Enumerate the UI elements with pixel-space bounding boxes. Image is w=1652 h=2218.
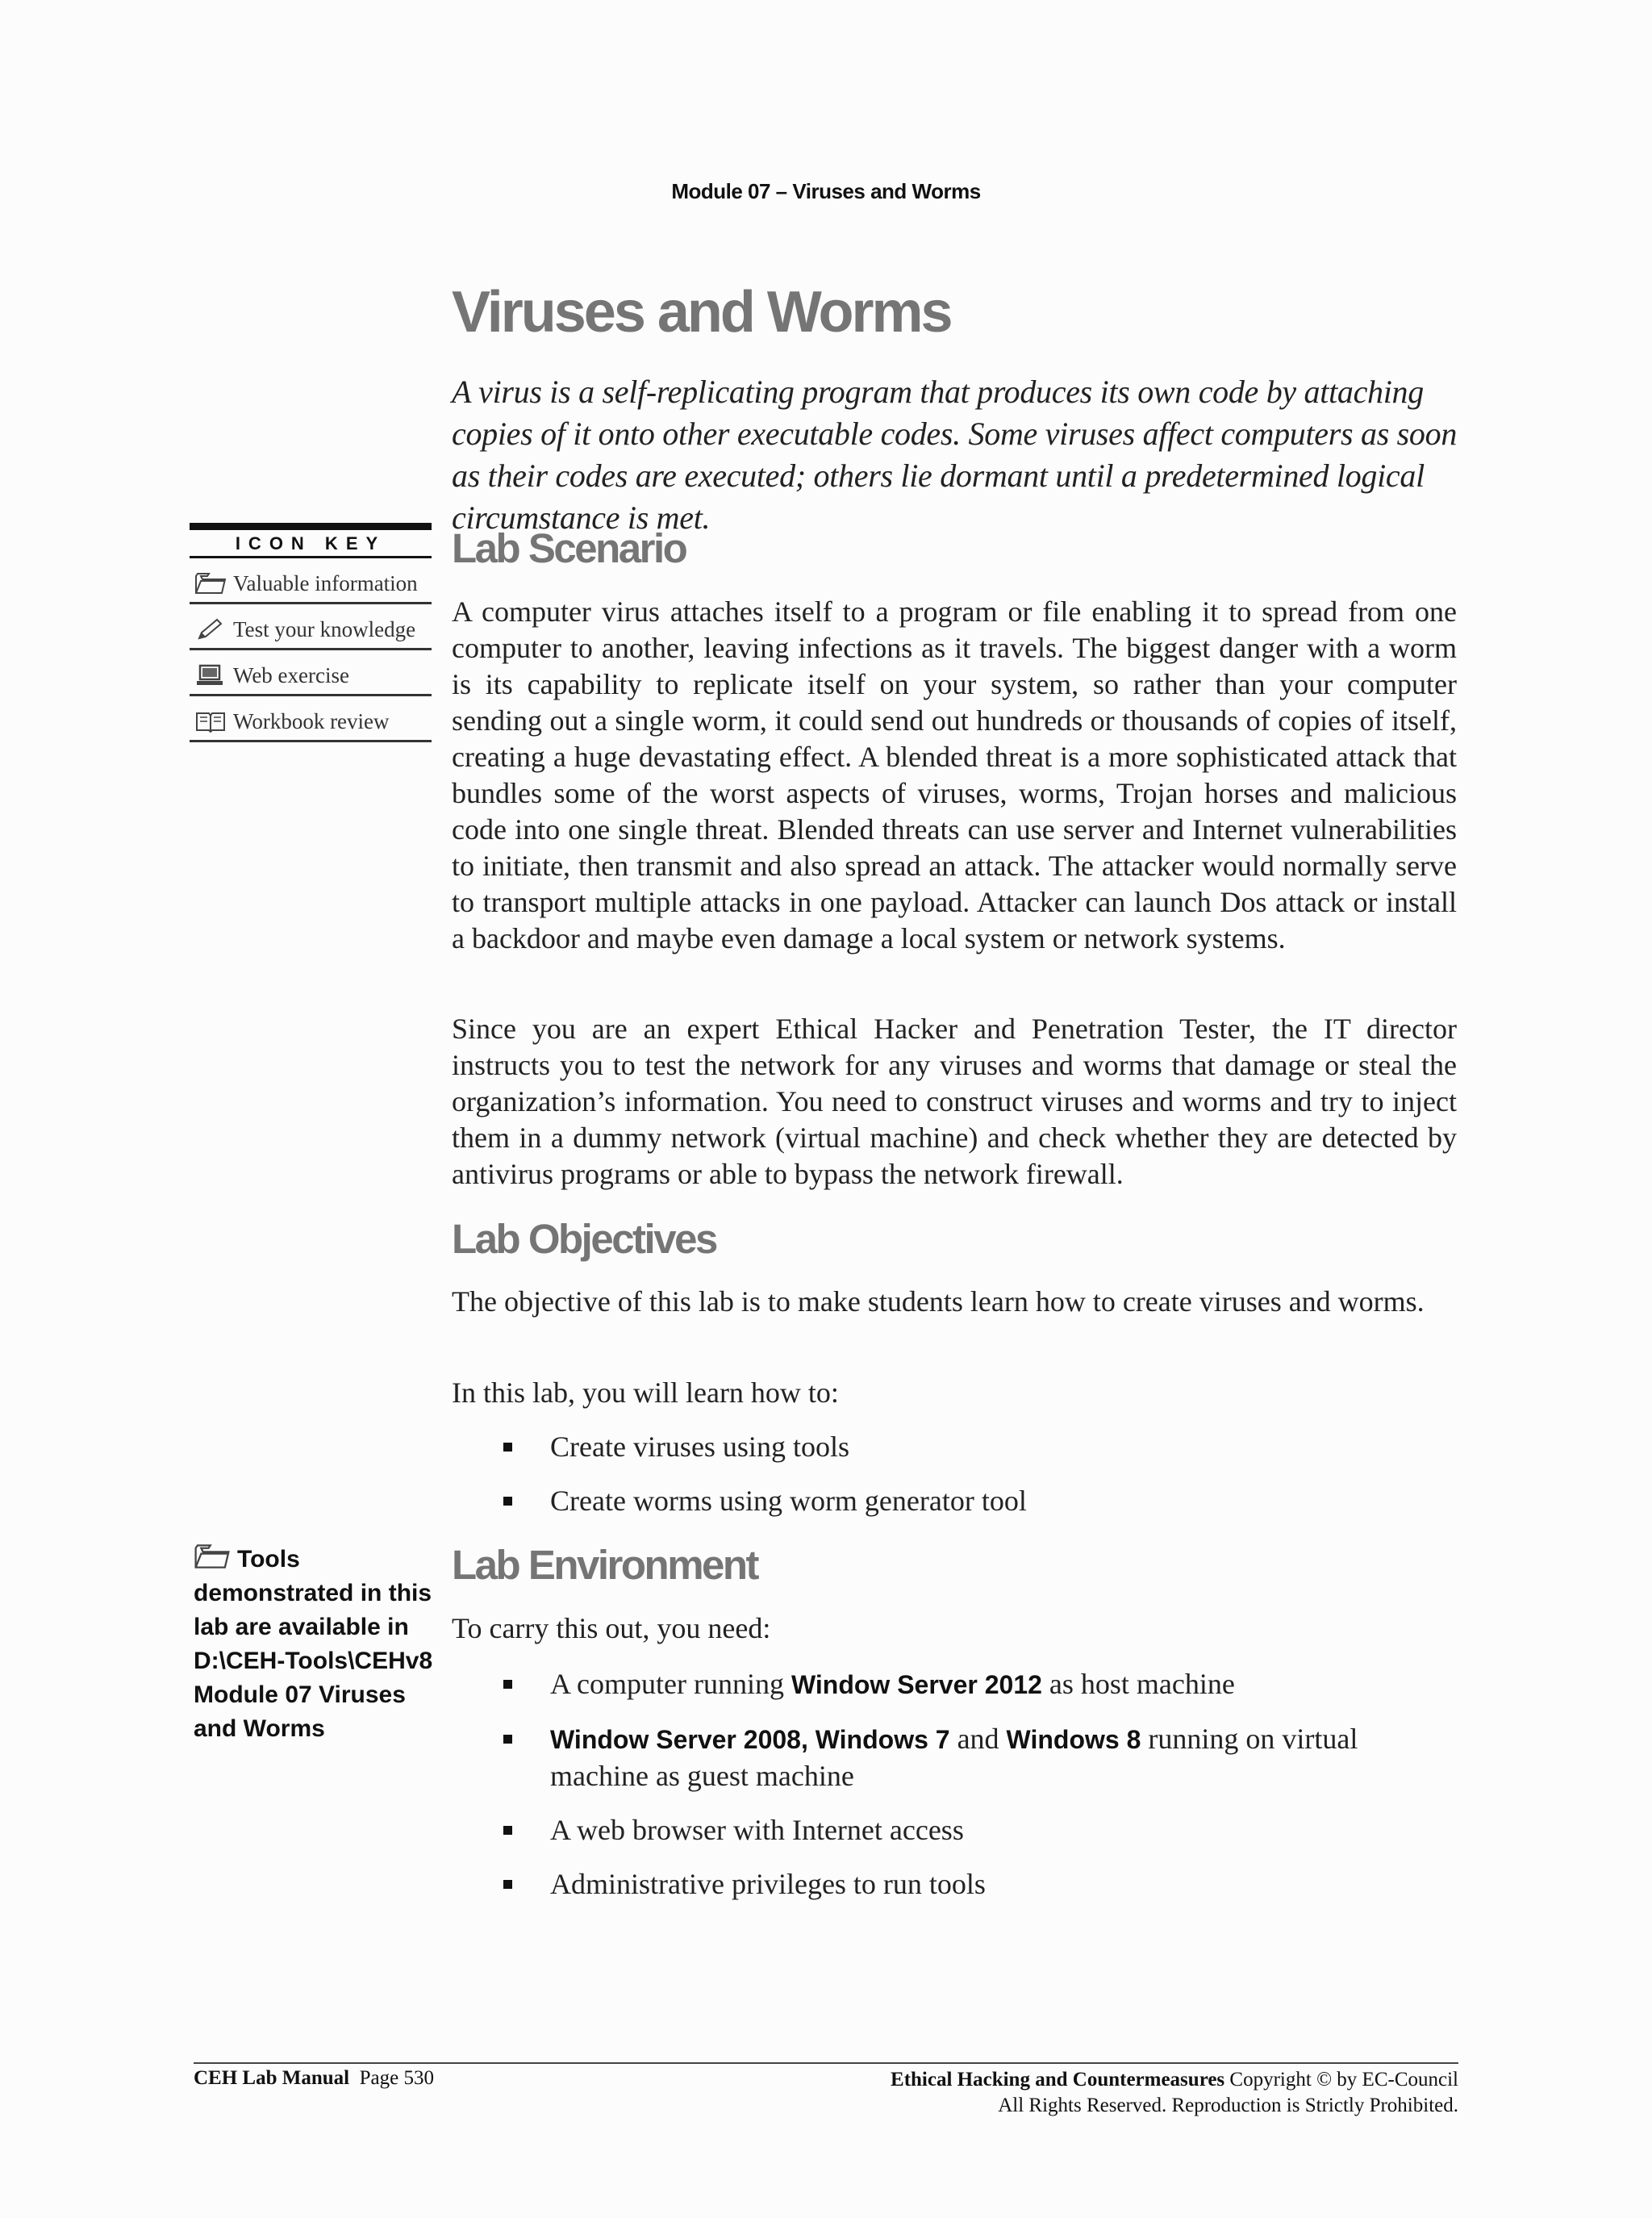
page-title: Viruses and Worms — [452, 280, 951, 345]
env-bold: Window Server 2012 — [791, 1670, 1042, 1699]
objectives-paragraph: The objective of this lab is to make students learn how to create viruses and worms. — [452, 1285, 1425, 1318]
list-item — [452, 1483, 1460, 1519]
environment-lead: To carry this out, you need: — [452, 1612, 771, 1644]
icon-key-label: Web exercise — [233, 663, 349, 687]
module-header: Module 07 – Viruses and Worms — [671, 179, 981, 203]
list-item — [452, 1812, 1460, 1848]
objective-text: Create worms using worm generator tool — [550, 1485, 1027, 1517]
icon-key-label: Valuable information — [233, 571, 418, 595]
list-item — [452, 1866, 1460, 1903]
icon-key-item-test — [190, 604, 432, 650]
footer-rule — [194, 2062, 1458, 2064]
tools-note-text: Tools demonstrated in this lab are available in D:\CEH-Tools\CEHv8 Module 07 Viruses and Worms — [194, 1546, 433, 1742]
bullet-square — [503, 1735, 512, 1744]
section-heading-objectives: Lab Objectives — [452, 1216, 716, 1262]
book-icon — [194, 708, 233, 735]
footer-manual: CEH Lab Manual — [194, 2067, 350, 2089]
intro-paragraph: A virus is a self-replicating program that produces its own code by attaching copies of it onto other executable codes. Some viruses affect computers as soon as their codes are executed; others lie dormant until a predetermined logical circumstance is met. — [452, 374, 1458, 536]
footer-left — [194, 2067, 434, 2090]
bullet-square — [503, 1826, 512, 1835]
environment-list — [452, 1666, 1460, 1920]
env-text: and — [949, 1723, 1007, 1755]
list-item — [452, 1666, 1460, 1703]
icon-key-title: ICON KEY — [190, 523, 432, 558]
laptop-icon — [194, 662, 233, 689]
icon-key-label: Workbook review — [233, 709, 390, 733]
icon-key-item-workbook — [190, 696, 432, 742]
bullet-square — [503, 1497, 512, 1506]
env-text: Administrative privileges to run tools — [550, 1868, 986, 1900]
list-item — [452, 1429, 1460, 1465]
footer-rights: All Rights Reserved. Reproduction is Strictly Prohibited. — [998, 2095, 1458, 2116]
env-text: A web browser with Internet access — [550, 1814, 964, 1846]
env-text: A computer running — [550, 1668, 791, 1700]
env-text: running on virtual machine as guest machine — [550, 1723, 1358, 1792]
folder-icon — [194, 1543, 231, 1570]
scenario-paragraph-2: Since you are an expert Ethical Hacker and Penetration Tester, the IT director instructs you to test the network for any viruses and worms that damage or steal the organization’s information. You need to construct viruses and worms and try to inject them in a dummy network (virtual machine) and check whether they are detected by antivirus programs or able to bypass the network firewall. — [452, 1013, 1457, 1190]
icon-key-item-valuable — [190, 558, 432, 604]
objectives-lead: In this lab, you will learn how to: — [452, 1376, 839, 1409]
env-text: as host machine — [1041, 1668, 1235, 1700]
footer-right — [891, 2067, 1458, 2119]
section-heading-environment: Lab Environment — [452, 1542, 758, 1588]
folder-icon — [194, 570, 233, 597]
pencil-icon — [194, 616, 233, 643]
bullet-square — [503, 1880, 512, 1889]
env-bold: Window Server 2008, Windows 7 — [550, 1725, 950, 1754]
icon-key — [190, 523, 432, 742]
list-item — [452, 1721, 1460, 1794]
icon-key-label: Test your knowledge — [233, 617, 416, 641]
footer-page: Page 530 — [359, 2067, 434, 2089]
objectives-list — [452, 1429, 1460, 1537]
bullet-square — [503, 1680, 512, 1689]
icon-key-item-web — [190, 650, 432, 696]
footer-course: Ethical Hacking and Countermeasures — [891, 2069, 1225, 2091]
footer-copyright: Copyright © by EC-Council — [1224, 2069, 1458, 2091]
env-bold: Windows 8 — [1006, 1725, 1141, 1754]
section-heading-scenario: Lab Scenario — [452, 525, 686, 571]
scenario-paragraph-1: A computer virus attaches itself to a program or file enabling it to spread from one computer to another, leaving infections as it travels. The biggest danger with a worm is its capability to replicate itself on your system, so rather than your computer sending out a single worm, it could send out hundreds or thousands of copies of itself, creating a huge devastating effect. A blended threat is a more sophisticated attack that bundles some of the worst aspects of viruses, worms, Trojan horses and malicious code into one single threat. Blended threats can use server and Internet vulnerabilities to initiate, then transmit and also spread an attack. The attacker would normally serve to transport multiple attacks in one payload. Attacker can launch Dos attack or install a backdoor and maybe even damage a local system or network systems. — [452, 595, 1457, 954]
objective-text: Create viruses using tools — [550, 1431, 849, 1463]
tools-note — [194, 1543, 436, 1746]
bullet-square — [503, 1443, 512, 1452]
